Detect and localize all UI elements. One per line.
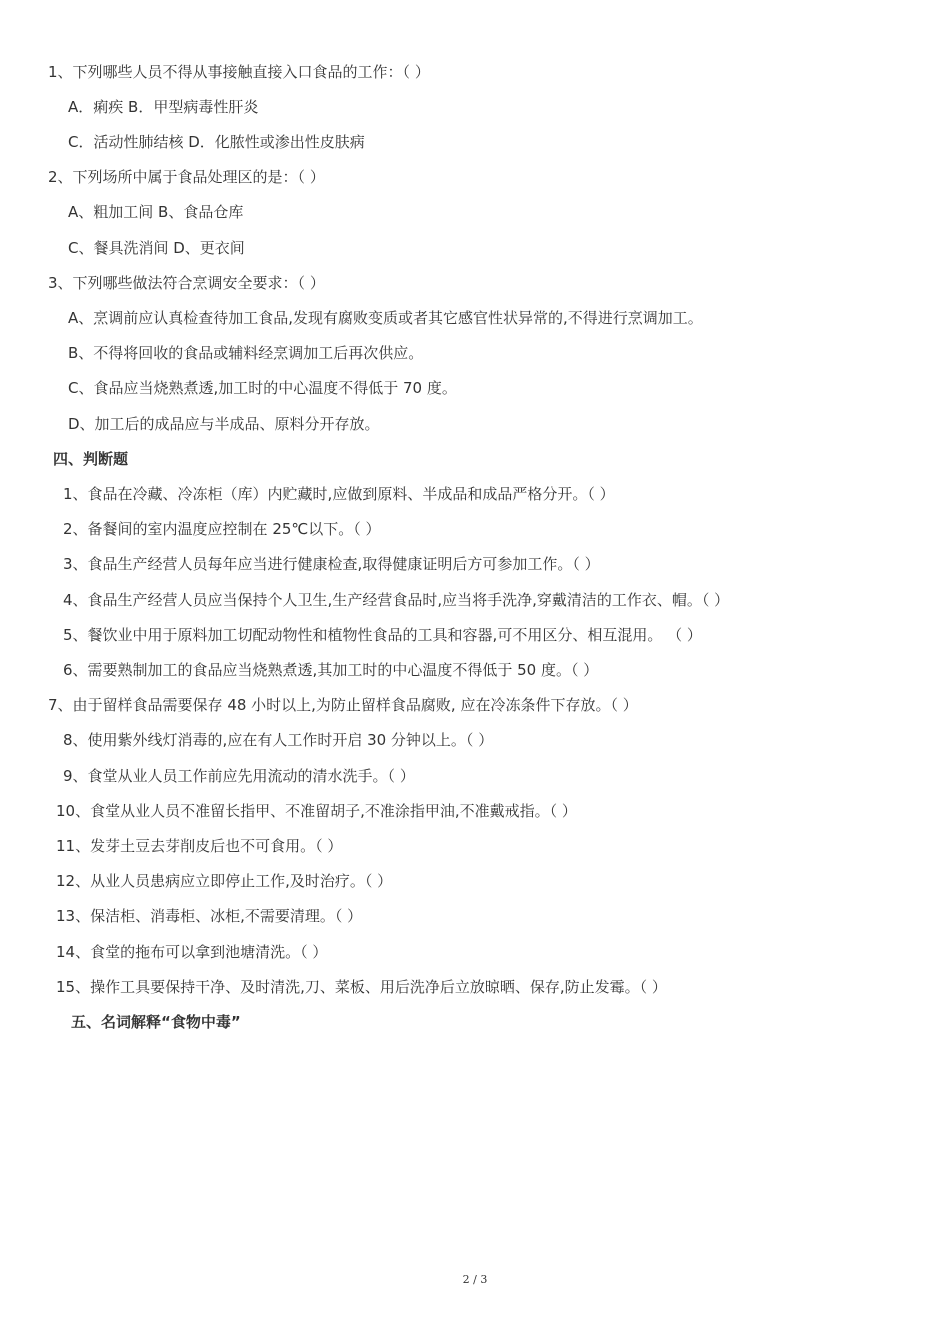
judgment-item-1: 1、食品在冷藏、冷冻柜（库）内贮藏时,应做到原料、半成品和成品严格分开。（ ） bbox=[63, 485, 615, 503]
judgment-item-14: 14、食堂的拖布可以拿到池塘清洗。（ ） bbox=[56, 943, 328, 961]
judgment-item-7: 7、由于留样食品需要保存 48 小时以上,为防止留样食品腐败, 应在冷冻条件下存放。（ ） bbox=[48, 696, 638, 714]
question-1-option-line-2: C．活动性肺结核 D．化脓性或渗出性皮肤病 bbox=[68, 133, 365, 151]
judgment-item-13: 13、保洁柜、消毒柜、冰柜,不需要清理。（ ） bbox=[56, 907, 363, 925]
judgment-item-9: 9、食堂从业人员工作前应先用流动的清水洗手。（ ） bbox=[63, 767, 415, 785]
judgment-item-8: 8、使用紫外线灯消毒的,应在有人工作时开启 30 分钟以上。（ ） bbox=[63, 731, 494, 749]
question-3-option-d: D、加工后的成品应与半成品、原料分开存放。 bbox=[68, 415, 380, 433]
judgment-item-4: 4、食品生产经营人员应当保持个人卫生,生产经营食品时,应当将手洗净,穿戴清洁的工作衣、帽。（ ） bbox=[63, 591, 730, 609]
question-3: 3、下列哪些做法符合烹调安全要求：（ ） bbox=[48, 274, 325, 292]
page-number: 2 / 3 bbox=[462, 1273, 488, 1286]
judgment-item-2: 2、备餐间的室内温度应控制在 25℃以下。（ ） bbox=[63, 520, 381, 538]
judgment-item-10: 10、食堂从业人员不准留长指甲、不准留胡子,不准涂指甲油,不准戴戒指。（ ） bbox=[56, 802, 577, 820]
judgment-item-15: 15、操作工具要保持干净、及时清洗,刀、菜板、用后洗净后立放晾晒、保存,防止发霉。（ ） bbox=[56, 978, 667, 996]
question-3-option-c: C、食品应当烧熟煮透,加工时的中心温度不得低于 70 度。 bbox=[68, 379, 457, 397]
question-3-option-b: B、不得将回收的食品或辅料经烹调加工后再次供应。 bbox=[68, 344, 424, 362]
section-4-title: 四、判断题 bbox=[53, 450, 129, 468]
judgment-item-11: 11、发芽土豆去芽削皮后也不可食用。（ ） bbox=[56, 837, 343, 855]
question-2-option-line-2: C、餐具洗消间 D、更衣间 bbox=[68, 239, 245, 257]
question-2-option-line-1: A、粗加工间 B、食品仓库 bbox=[68, 203, 244, 221]
question-1: 1、下列哪些人员不得从事接触直接入口食品的工作：（ ） bbox=[48, 63, 430, 81]
question-3-option-a: A、烹调前应认真检查待加工食品,发现有腐败变质或者其它感官性状异常的,不得进行烹调加工。 bbox=[68, 309, 703, 327]
judgment-item-6: 6、需要熟制加工的食品应当烧熟煮透,其加工时的中心温度不得低于 50 度。（ ） bbox=[63, 661, 599, 679]
section-5-title: 五、名词解释“食物中毒” bbox=[71, 1013, 241, 1031]
judgment-item-3: 3、食品生产经营人员每年应当进行健康检查,取得健康证明后方可参加工作。（ ） bbox=[63, 555, 600, 573]
judgment-item-5: 5、餐饮业中用于原料加工切配动物性和植物性食品的工具和容器,可不用区分、相互混用。 （ ） bbox=[63, 626, 702, 644]
question-1-option-line-1: A．痢疾 B．甲型病毒性肝炎 bbox=[68, 98, 259, 116]
question-2: 2、下列场所中属于食品处理区的是：（ ） bbox=[48, 168, 325, 186]
judgment-item-12: 12、从业人员患病应立即停止工作,及时治疗。（ ） bbox=[56, 872, 393, 890]
